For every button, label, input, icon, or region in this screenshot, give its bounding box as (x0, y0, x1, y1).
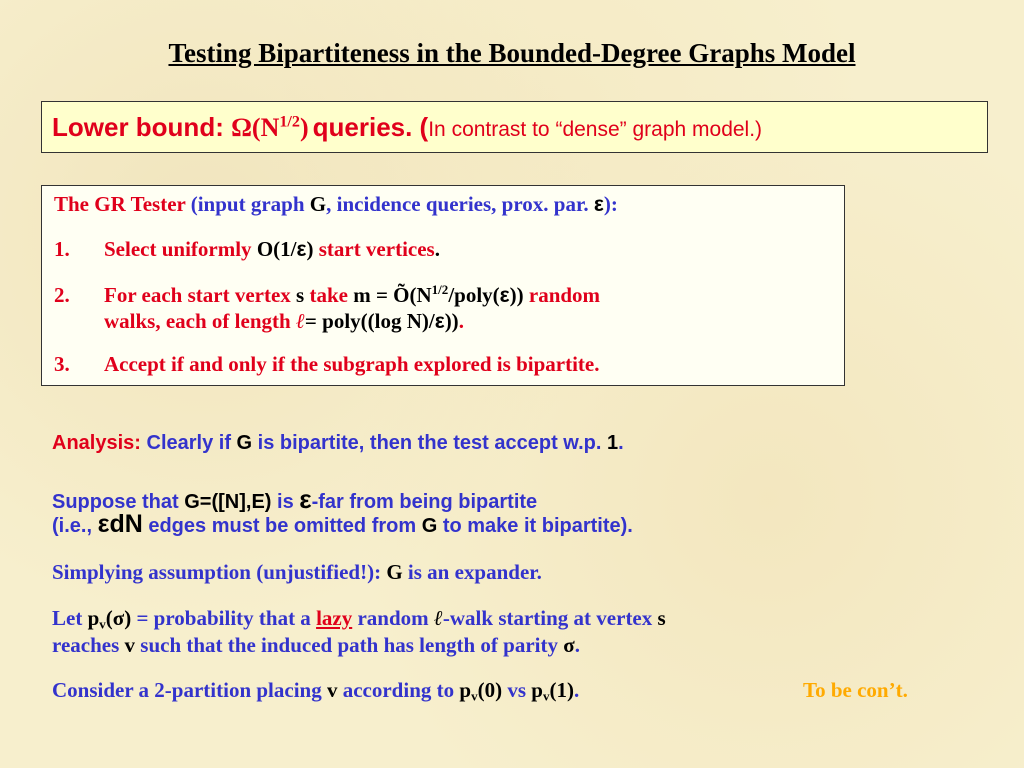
lower-bound-contrast: In contrast to “dense” graph model.) (428, 118, 763, 141)
lower-bound-omega: $\Omega(N^{1/2})$ (231, 113, 309, 142)
consider-line: Consider a 2-partition placing v according to $p_v(0)$ vs $p_v(1)$. (52, 678, 580, 704)
simplifying-assumption: Simplying assumption (unjustified!): G is an expander. (52, 560, 542, 584)
lazy-term: lazy (316, 606, 353, 630)
lower-bound-box (41, 101, 988, 153)
lower-bound-label: Lower bound: (52, 112, 232, 142)
step-1-text: Select uniformly O(1/ε) start vertices. (104, 237, 440, 261)
step-1-number: 1. (54, 237, 70, 261)
analysis-line: Analysis: Clearly if G is bipartite, then the test accept w.p. 1. (52, 432, 624, 454)
suppose-line-2: (i.e., εdN edges must be omitted from G to make it bipartite). (52, 510, 633, 538)
step-2-line-1: For each start vertex s take $m = Õ(N^{1/2}/poly(\varepsilon))$ random (104, 282, 601, 307)
slide-title: Testing Bipartiteness in the Bounded-Degree Graphs Model (168, 38, 856, 68)
step-3-number: 3. (54, 352, 70, 376)
let-definition-line-1: Let $p_v(\sigma)$ = probability that a lazy random ℓ-walk starting at vertex s (52, 605, 666, 632)
gr-tester-box (41, 185, 845, 386)
let-definition-line-2: reaches v such that the induced path has length of parity σ. (52, 633, 580, 657)
to-be-continued: To be con’t. (803, 678, 908, 702)
step-3-text: Accept if and only if the subgraph explored is bipartite. (104, 352, 600, 376)
step-2-number: 2. (54, 283, 70, 307)
lower-bound-queries: queries. ( (312, 112, 429, 142)
suppose-line-1: Suppose that G=([N],E) is ε-far from being bipartite (52, 484, 538, 514)
step-2-line-2: walks, each of length ℓ= poly((log N)/ε)). (104, 308, 464, 333)
gr-tester-header: The GR Tester (input graph G, incidence queries, prox. par. ε): (54, 192, 618, 216)
